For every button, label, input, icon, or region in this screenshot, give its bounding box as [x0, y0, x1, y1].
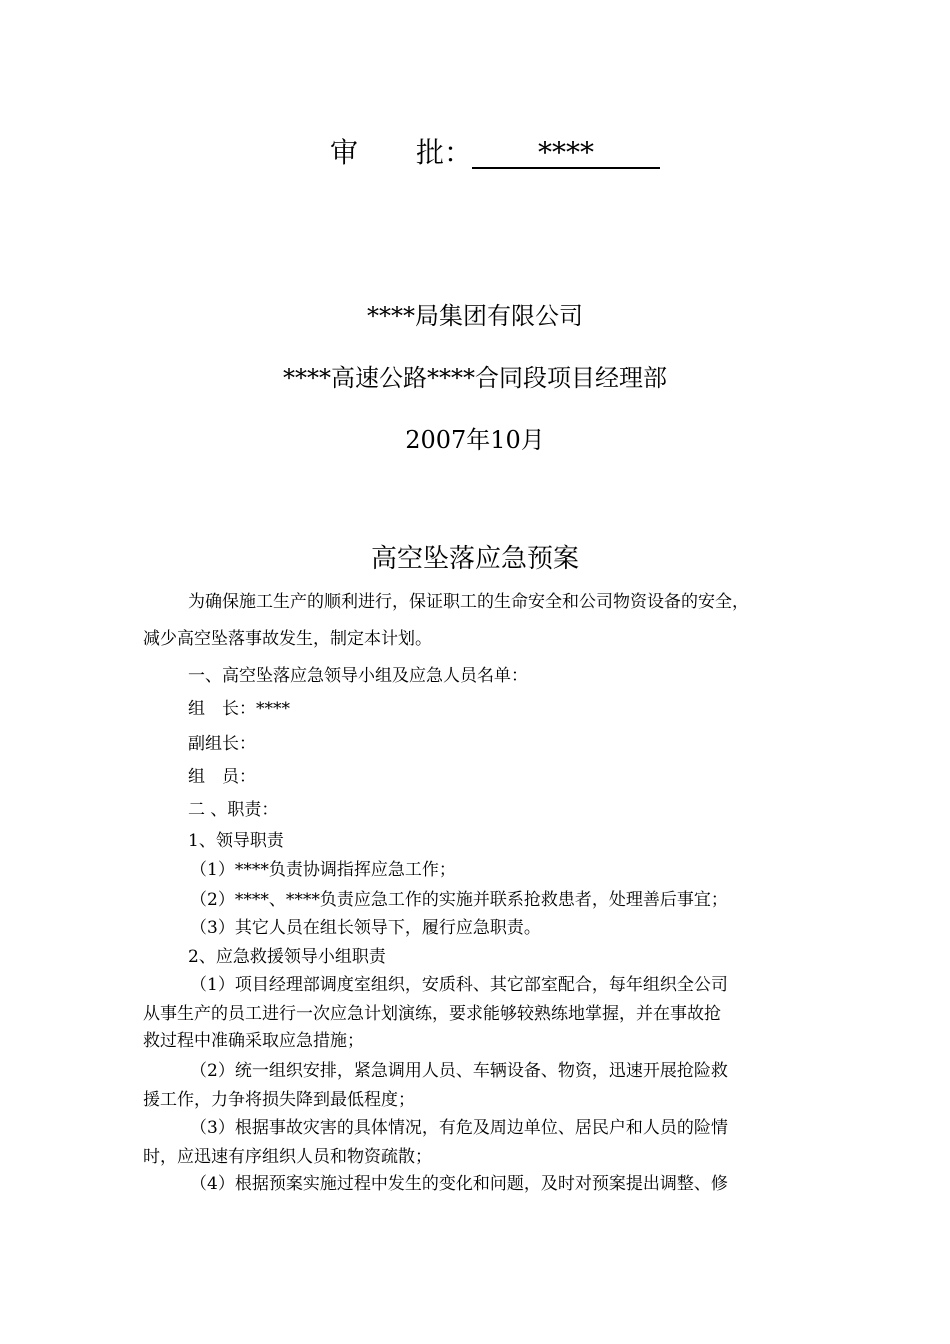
body-line: （2）****、****负责应急工作的实施并联系抢救患者，处理善后事宜；: [190, 890, 728, 910]
approval-label-1: 审: [330, 136, 359, 169]
body-line: 副组长：: [188, 734, 256, 754]
body-line: （1）项目经理部调度室组织，安质科、其它部室配合，每年组织全公司: [190, 975, 728, 995]
body-line: 时，应迅速有序组织人员和物资疏散；: [143, 1147, 432, 1167]
body-line: 2、应急救援领导小组职责: [188, 947, 386, 967]
body-line: 组 员：: [188, 767, 256, 787]
approval-label-2: 批：: [416, 136, 473, 169]
body-line: （4）根据预案实施过程中发生的变化和问题，及时对预案提出调整、修: [190, 1174, 728, 1194]
issue-date: 2007年10月: [405, 426, 545, 454]
body-line: （3）根据事故灾害的具体情况，有危及周边单位、居民户和人员的险情: [190, 1118, 728, 1138]
body-line: 1、领导职责: [188, 831, 284, 851]
body-line: 二 、职责：: [188, 800, 279, 820]
body-line: 一、高空坠落应急领导小组及应急人员名单：: [188, 666, 528, 686]
body-line: 减少高空坠落事故发生，制定本计划。: [143, 629, 432, 649]
approval-line: [330, 131, 660, 171]
body-line: （3）其它人员在组长领导下，履行应急职责。: [190, 918, 541, 938]
body-line: 援工作，力争将损失降到最低程度；: [143, 1090, 415, 1110]
company-name: ****局集团有限公司: [367, 302, 583, 330]
body-line: 从事生产的员工进行一次应急计划演练，要求能够较熟练地掌握，并在事故抢: [143, 1004, 721, 1024]
body-line: 组 长：****: [188, 699, 290, 719]
body-line: 救过程中准确采取应急措施；: [143, 1031, 364, 1051]
body-line: （1）****负责协调指挥应急工作；: [190, 860, 456, 880]
project-department: ****高速公路****合同段项目经理部: [283, 364, 667, 392]
approval-signature-field: ****: [472, 139, 660, 169]
body-line: （2）统一组织安排，紧急调用人员、车辆设备、物资，迅速开展抢险救: [190, 1061, 728, 1081]
document-title: 高空坠落应急预案: [370, 544, 579, 574]
body-line: 为确保施工生产的顺利进行，保证职工的生命安全和公司物资设备的安全，: [188, 592, 749, 612]
